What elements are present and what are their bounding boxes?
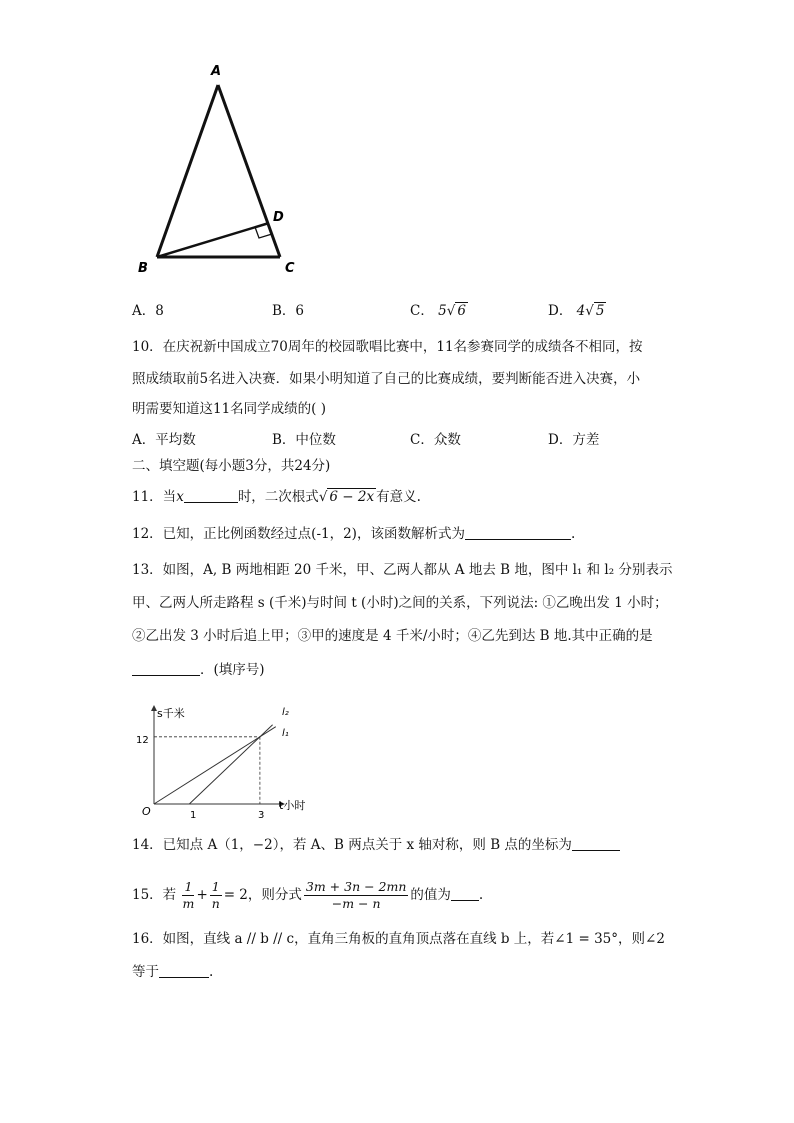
q9-option-b: B．6 — [272, 303, 305, 319]
sqrt-sign: √ — [585, 303, 594, 319]
q16-blank[interactable] — [159, 963, 209, 978]
q11-middle: 时，二次根式 — [237, 489, 319, 505]
q11-blank[interactable] — [184, 488, 238, 503]
l1-label: l₁ — [282, 728, 289, 739]
q10-option-d: D．方差 — [548, 432, 600, 448]
q15-eq: = 2，则分式 — [223, 887, 302, 903]
side-ac — [218, 85, 280, 257]
q15 — [132, 875, 483, 915]
side-ab — [157, 85, 218, 257]
q15-prefix: 15．若 — [132, 887, 177, 903]
q15-end: . — [478, 887, 484, 903]
q11-prefix: 11．当 — [132, 489, 177, 505]
q15-suffix: 的值为 — [410, 887, 451, 903]
q13-blank[interactable] — [132, 661, 200, 676]
y-tick-12: 12 — [136, 735, 149, 746]
q14 — [132, 835, 620, 855]
q15-f2-den: n — [211, 896, 220, 911]
q13-line-1: 13．如图，A, B 两地相距 20 千米，甲、乙两人都从 A 地去 B 地，图中 l₁ 和 l₂ 分别表示 — [132, 562, 673, 578]
q15-plus: + — [196, 887, 208, 903]
triangle-figure — [130, 58, 310, 283]
q10-line-1: 10．在庆祝新中国成立70周年的校园歌唱比赛中，11名参赛同学的成绩各不相同，按 — [132, 339, 643, 355]
q16-line-2-end: . — [209, 964, 214, 980]
q16-line-2-prefix: 等于 — [132, 964, 159, 980]
label-b: B — [138, 261, 148, 276]
label-d: D — [273, 210, 284, 225]
q12-end: . — [570, 526, 576, 542]
q15-f1-den: m — [182, 896, 195, 911]
label-a: A — [211, 64, 222, 79]
q13-line-4 — [132, 660, 265, 680]
q9-option-d-coef: 4 — [576, 303, 586, 319]
q11 — [132, 487, 421, 507]
x-tick-1: 1 — [190, 810, 197, 821]
q9-option-d-radicand: 5 — [595, 303, 605, 319]
section-2-title: 二、填空题(每小题3分，共24分) — [132, 458, 331, 474]
x-axis-label: t小时 — [279, 799, 306, 812]
q11-radicand: 6 − 2x — [329, 489, 375, 505]
distance-time-graph — [134, 698, 324, 823]
q15-f3-num: 3m + 3n − 2mn — [305, 879, 407, 894]
q9-option-d-prefix: D． — [548, 303, 573, 319]
q15-f3-den: −m − n — [331, 896, 381, 911]
q10-option-a: A．平均数 — [132, 432, 196, 448]
l2-label: l₂ — [282, 707, 289, 718]
q9-option-c-coef: 5 — [438, 303, 447, 319]
q10-line-3: 明需要知道这11名同学成绩的( ) — [132, 401, 327, 417]
x-tick-3: 3 — [258, 810, 265, 821]
q9-option-a: A．8 — [132, 303, 164, 319]
q13-line-3: ②乙出发 3 小时后追上甲；③甲的速度是 4 千米/小时；④乙先到达 B 地.其中正确的是 — [132, 628, 653, 644]
y-axis-label: s千米 — [157, 707, 185, 720]
q9-option-c-radicand: 6 — [457, 303, 466, 319]
origin-label: O — [142, 805, 151, 818]
q12-blank[interactable] — [465, 525, 571, 540]
sqrt-sign: √ — [446, 303, 456, 319]
q13-line-4-text: ．(填序号) — [200, 662, 265, 678]
q15-fraction-2 — [210, 879, 222, 912]
q9-option-c-prefix: C． — [410, 303, 434, 319]
q10-line-2: 照成绩取前5名进入决赛．如果小明知道了自己的比赛成绩，要判断能否进入决赛，小 — [132, 371, 641, 387]
q9-option-c — [410, 301, 468, 321]
q14-text: 14．已知点 A（1，−2），若 A、B 两点关于 x 轴对称，则 B 点的坐标为 — [132, 837, 572, 853]
q13-line-2: 甲、乙两人所走路程 s (千米)与时间 t (小时)之间的关系，下列说法: ①乙晚出发 1 小时； — [132, 595, 668, 611]
q12 — [132, 524, 575, 544]
sqrt-sign: √ — [318, 489, 328, 505]
q15-f1-num: 1 — [184, 879, 193, 894]
q10-option-c: C．众数 — [410, 432, 461, 448]
q15-blank[interactable] — [451, 886, 479, 901]
line-l1 — [154, 727, 276, 804]
segment-bd — [157, 223, 269, 257]
q16-line-2 — [132, 962, 213, 982]
q11-suffix: 有意义. — [376, 489, 421, 505]
q11-var: x — [176, 489, 184, 505]
q16-line-1: 16．如图，直线 a // b // c，直角三角板的直角顶点落在直线 b 上，若∠1 = 35°，则∠2 — [132, 931, 665, 947]
q9-option-d — [548, 301, 606, 321]
q15-fraction-1 — [182, 879, 194, 912]
q12-text: 12．已知，正比例函数经过点(-1，2)，该函数解析式为 — [132, 526, 465, 542]
q14-blank[interactable] — [572, 836, 620, 851]
q10-option-b: B．中位数 — [272, 432, 336, 448]
q15-fraction-3 — [304, 879, 409, 912]
q15-f2-num: 1 — [211, 879, 220, 894]
label-c: C — [285, 261, 295, 276]
